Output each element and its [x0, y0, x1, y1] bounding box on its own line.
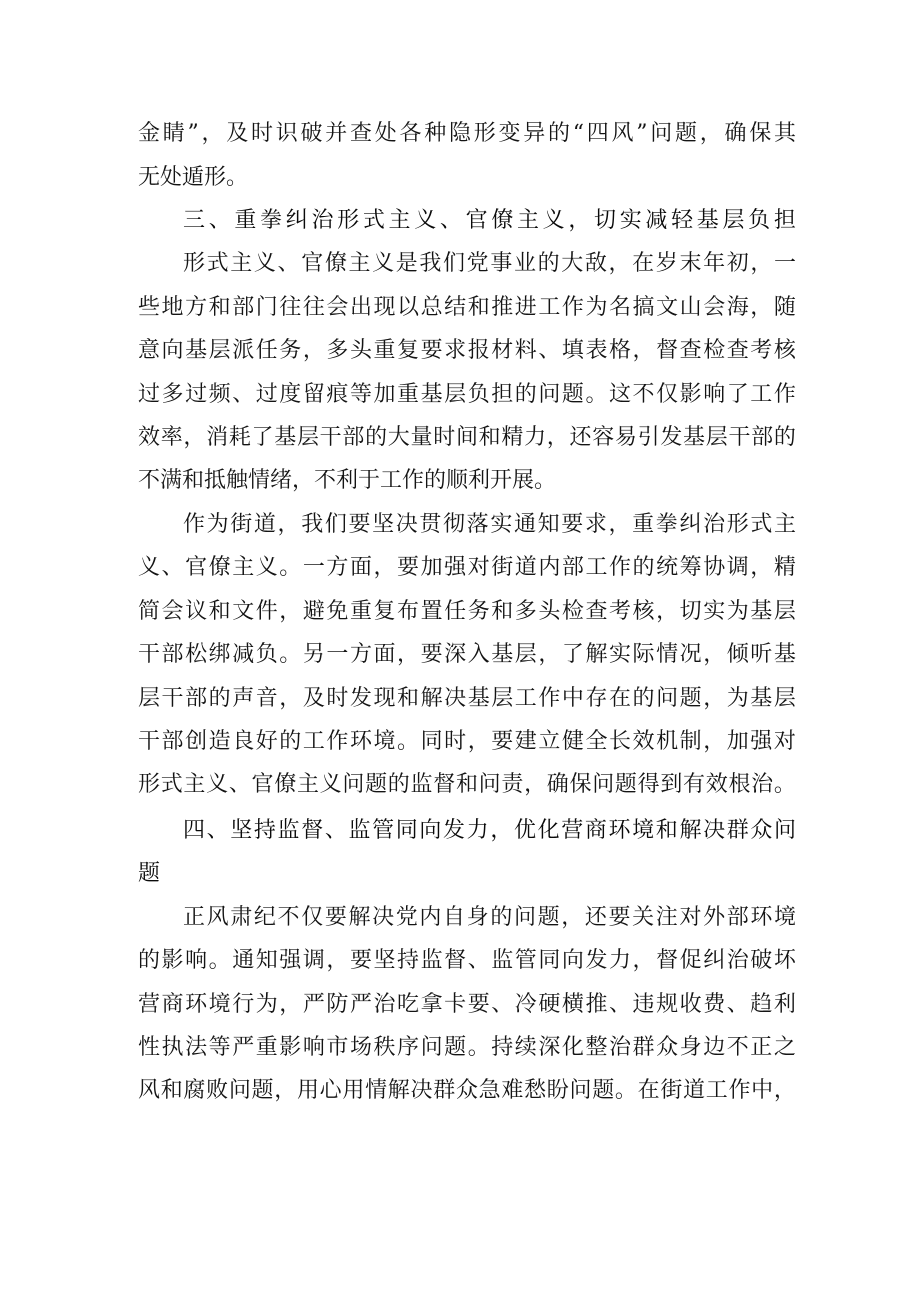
line-text: 风和腐败问题，用心用情解决群众急难愁盼问题。在街道工作中， [138, 1078, 797, 1103]
line-text: 效率，消耗了基层干部的大量时间和精力，还容易引发基层干部的 [138, 425, 797, 450]
line-text: 不满和抵触情绪，不利于工作的顺利开展。 [138, 468, 557, 493]
body-line [0, 546, 920, 589]
section-heading [0, 852, 920, 895]
body-line [0, 112, 920, 155]
body-line [0, 633, 920, 676]
body-line [0, 939, 920, 982]
body-line [0, 286, 920, 329]
line-text: 的影响。通知强调，要坚持监督、监管同向发力，督促纠治破坏 [138, 948, 798, 973]
line-text: 层干部的声音，及时发现和解决基层工作中存在的问题，为基层 [138, 686, 798, 711]
body-line [0, 720, 920, 763]
body-line [0, 763, 920, 806]
body-line [0, 590, 920, 633]
line-text: 义、官僚主义。一方面，要加强对街道内部工作的统筹协调，精 [138, 555, 798, 580]
line-text: 形式主义、官僚主义是我们党事业的大敌，在岁末年初，一 [183, 251, 798, 276]
body-line [0, 983, 920, 1026]
body-line [0, 329, 920, 372]
line-text: 作为街道，我们要坚决贯彻落实通知要求，重拳纠治形式主 [183, 512, 798, 537]
line-text: 营商环境行为，严防严治吃拿卡要、冷硬横推、违规收费、趋利 [138, 992, 798, 1017]
heading-text: 题 [138, 861, 161, 886]
line-text: 简会议和文件，避免重复布置任务和多头检查考核，切实为基层 [138, 599, 798, 624]
line-text: 形式主义、官僚主义问题的监督和问责，确保问题得到有效根治。 [138, 772, 797, 797]
body-line [0, 156, 920, 199]
section-heading [0, 199, 920, 242]
line-text: 过多过频、过度留痕等加重基层负担的问题。这不仅影响了工作 [138, 382, 798, 407]
line-text: 意向基层派任务，多头重复要求报材料、填表格，督查检查考核 [138, 338, 798, 363]
body-line [0, 242, 920, 285]
line-text: 干部创造良好的工作环境。同时，要建立健全长效机制，加强对 [138, 729, 798, 754]
body-line [0, 503, 920, 546]
line-text: 正风肃纪不仅要解决党内自身的问题，还要关注对外部环境 [183, 905, 798, 930]
body-line [0, 373, 920, 416]
line-text: 性执法等严重影响市场秩序问题。持续深化整治群众身边不正之 [138, 1035, 798, 1060]
line-text: 干部松绑减负。另一方面，要深入基层，了解实际情况，倾听基 [138, 642, 798, 667]
body-line [0, 1069, 920, 1112]
body-line [0, 416, 920, 459]
body-line [0, 1026, 920, 1069]
section-heading [0, 809, 920, 852]
line-text: 无处遁形。 [138, 165, 249, 190]
body-line [0, 677, 920, 720]
heading-text: 四、坚持监督、监管同向发力，优化营商环境和解决群众问 [183, 818, 798, 843]
line-text: 金睛”，及时识破并查处各种隐形变异的“四风”问题，确保其 [138, 121, 799, 146]
line-text: 些地方和部门往往会出现以总结和推进工作为名搞文山会海，随 [138, 295, 798, 320]
body-line [0, 459, 920, 502]
body-line [0, 896, 920, 939]
heading-text: 三、重拳纠治形式主义、官僚主义，切实减轻基层负担 [183, 208, 800, 233]
